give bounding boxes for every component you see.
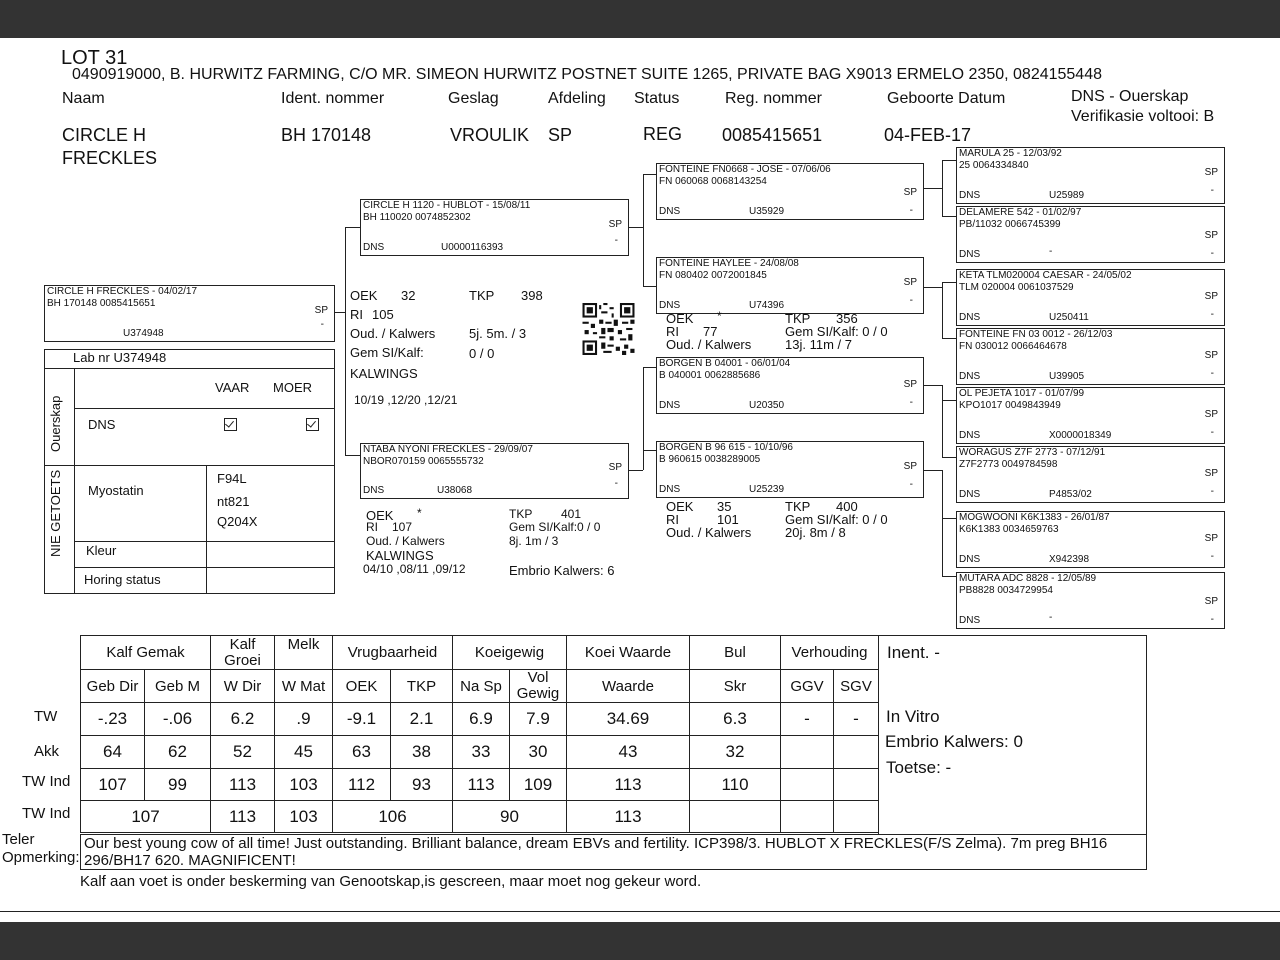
gp2-ri-value: 101 [717,512,739,527]
ggp-dns: DNS [959,249,981,260]
dns-label: DNS [88,417,116,432]
ggp-code: X0000018349 [1049,430,1112,441]
group-kalf-gemak: Kalf Gemak [81,636,211,670]
sub-header: TKP [391,670,453,703]
sire-dns: DNS [363,242,385,253]
animal-naam-2: FRECKLES [62,148,158,168]
connector [643,174,644,286]
akk-cell: 43 [567,736,690,769]
ouerskap-label: Ouerskap [48,395,63,452]
akk-cell [834,736,879,769]
great-grandparent-box [956,387,1225,444]
connector [942,470,943,576]
header-reg: Reg. nommer [725,90,822,107]
ggp-dash: - [1210,614,1214,625]
divider [74,567,335,568]
gp2-oek-value: 35 [717,499,732,514]
ggp-dns: DNS [959,190,981,201]
group-verhouding: Verhouding [781,636,879,670]
ebv-table [80,635,879,833]
animal-reg: 0085415651 [722,125,823,145]
divider [74,408,335,409]
ggp-dash: - [1210,248,1214,259]
gp1-tkp-value: 356 [836,311,858,326]
animal-status: REG [643,124,683,144]
divider [206,465,207,594]
great-grandparent-box [956,328,1225,385]
group-bul: Bul [690,636,781,670]
animal-geslag: VROULIK [450,125,530,145]
ggp-code: - [1049,246,1053,257]
twind2-cell: 90 [453,801,567,833]
sub-header: Vol Gewig [510,670,567,703]
connector [345,227,360,228]
gp2-oek-label: OEK [666,499,694,514]
sub-header: W Mat [275,670,333,703]
group-vrugbaarheid: Vrugbaarheid [333,636,453,670]
gp2-tkp-label: TKP [785,499,811,514]
gp-dns: DNS [659,484,681,495]
ggp-id: PB8828 0034729954 [959,585,1053,596]
dam-box [360,443,629,499]
group-koeigewig: Koeigewig [453,636,567,670]
lot-number: LOT 31 [61,47,128,69]
ggp-sp: SP [1204,230,1218,241]
ggp-sp: SP [1204,533,1218,544]
ggp-sp: SP [1204,409,1218,420]
opmerking-label: Opmerking: [2,849,80,866]
group-koei-waarde: Koei Waarde [567,636,690,670]
sub-header: Geb M [145,670,211,703]
ggp-dash: - [1210,368,1214,379]
animal-afdeling: SP [548,125,573,145]
ggp-dns: DNS [959,554,981,565]
connector [942,457,956,458]
header-geslag: Geslag [448,90,499,107]
subject-code: U374948 [123,328,164,339]
ggp-id: TLM 020004 0061037529 [959,282,1074,293]
sub-header: W Dir [211,670,275,703]
moer-header: MOER [273,380,312,395]
sub-header: SGV [834,670,879,703]
kleur-label: Kleur [86,543,117,558]
tw-cell: -9.1 [333,703,391,736]
gp-dns: DNS [659,206,681,217]
dam-dash: - [614,478,618,489]
gp1-gem: Gem SI/Kalf: 0 / 0 [785,324,888,339]
divider [74,541,335,542]
dam-id: NBOR070159 0065555732 [363,456,484,467]
myostatin-nt821: nt821 [217,494,250,509]
row-label-twind: TW Ind [22,773,71,790]
lab-number: Lab nr U374948 [73,350,167,365]
divider [74,368,75,594]
ggp-id: K6K1383 0034659763 [959,524,1059,535]
ggp-dns: DNS [959,371,981,382]
great-grandparent-box [956,147,1225,204]
akk-cell: 63 [333,736,391,769]
ggp-dns: DNS [959,312,981,323]
tw-cell: 7.9 [510,703,567,736]
ggp-id: 25 0064334840 [959,160,1029,171]
connector [942,518,956,519]
great-grandparent-box [956,446,1225,503]
gp-code: U74396 [749,300,785,311]
ggp-title: MUTARA ADC 8828 - 12/05/89 [959,573,1097,584]
grandparent-box [656,257,924,314]
twind2-cell: 103 [275,801,333,833]
ggp-id: Z7F2773 0049784598 [959,459,1058,470]
twind-cell [834,769,879,801]
sire-oek-label: OEK [350,288,378,303]
gp2-ri-label: RI [666,512,679,527]
tw-cell: -.06 [145,703,211,736]
animal-ident: BH 170148 [281,125,372,145]
myostatin-label: Myostatin [88,483,144,498]
toetse-label: Toetse: - [886,758,952,777]
dam-ri-label: RI [366,520,378,534]
akk-cell: 30 [510,736,567,769]
twind2-cell: 113 [211,801,275,833]
great-grandparent-box [956,269,1225,326]
akk-cell [781,736,834,769]
remarks-text: Our best young cow of all time! Just outstanding. Brilliant balance, dream EBVs and fertility. ICP398/3. HUBLOT X FRECKLES(F/S Zelma). 7m preg BH16 296/BH17 620. MAGNIFICENT! [84,835,1108,869]
connector [629,470,643,471]
twind-cell: 107 [81,769,145,801]
sub-header: Waarde [567,670,690,703]
dam-title: NTABA NYONI FRECKLES - 29/09/07 [363,444,533,455]
connector [924,470,942,471]
grandparent-box [656,163,924,220]
gp1-ri-label: RI [666,324,679,339]
gp-dash: - [909,205,913,216]
header-ident: Ident. nommer [281,90,385,107]
gp-id: B 960615 0038289005 [659,454,761,465]
gp-dns: DNS [659,300,681,311]
myostatin-q204x: Q204X [217,514,258,529]
gp-title: FONTEINE FN0668 - JOSE - 07/06/06 [659,164,831,175]
gp-title: FONTEINE HAYLEE - 24/08/08 [659,258,799,269]
owner-line: 0490919000, B. HURWITZ FARMING, C/O MR. SIMEON HURWITZ POSTNET SUITE 1265, PRIVATE BAG X9013 ERMELO 2350, 0824155448 [72,66,1102,83]
myostatin-f94l: F94L [217,471,247,486]
qr-code-icon [582,303,635,355]
twind-cell: 113 [211,769,275,801]
sub-header: Skr [690,670,781,703]
connector [942,282,943,338]
header-afdeling: Afdeling [548,90,606,107]
gp-dash: - [909,479,913,490]
subject-sp: SP [314,305,328,316]
twind-cell: 110 [690,769,781,801]
vaar-header: VAAR [215,380,250,395]
connector [629,227,643,228]
footer-note: Kalf aan voet is onder beskerming van Genootskap,is gescreen, maar moet nog gekeur word. [80,873,702,890]
header-dns: DNS - Ouerskap [1071,88,1189,105]
grandparent-box [656,441,924,498]
ggp-title: FONTEINE FN 03 0012 - 26/12/03 [959,329,1113,340]
akk-cell: 38 [391,736,453,769]
ggp-dash: - [1210,427,1214,438]
gp-title: BORGEN B 04001 - 06/01/04 [659,358,791,369]
gp-id: FN 080402 0072001845 [659,270,767,281]
twind-cell: 113 [567,769,690,801]
grandparent-box [656,357,924,414]
sire-oud-label: Oud. / Kalwers [350,326,436,341]
in-vitro-label: In Vitro [886,707,940,726]
akk-cell: 52 [211,736,275,769]
top-bar [0,0,1280,38]
dam-oek-value: * [417,506,422,520]
sire-dash: - [614,235,618,246]
sire-box [360,199,629,256]
connector [643,367,656,368]
connector [643,286,656,287]
row-label-akk: Akk [34,743,60,760]
sub-header: OEK [333,670,391,703]
gp-title: BORGEN B 96 615 - 10/10/96 [659,442,793,453]
nie-getoets-label: NIE GETOETS [48,469,63,557]
connector [643,450,644,470]
row-label-twind-2: TW Ind [22,805,71,822]
sire-ri-value: 105 [372,307,394,322]
ggp-code: - [1049,612,1053,623]
animal-geboorte: 04-FEB-17 [884,125,972,145]
embrio-kalwers-label: Embrio Kalwers: 0 [885,732,1023,751]
tw-cell: -.23 [81,703,145,736]
gp1-oek-label: OEK [666,311,694,326]
divider [44,465,335,466]
sire-title: CIRCLE H 1120 - HUBLOT - 15/08/11 [363,200,531,211]
group-melk: Melk [275,636,333,670]
connector [942,282,956,283]
connector [335,312,345,313]
animal-naam-1: CIRCLE H [62,125,147,145]
gp-sp: SP [903,461,917,472]
akk-cell: 33 [453,736,510,769]
tw-cell: 2.1 [391,703,453,736]
header-geboorte: Geboorte Datum [887,90,1006,107]
ggp-title: DELAMERE 542 - 01/02/97 [959,207,1082,218]
connector [924,287,942,288]
connector [942,216,956,217]
dam-sp: SP [608,462,622,473]
twind2-cell [781,801,834,833]
ggp-title: OL PEJETA 1017 - 01/07/99 [959,388,1085,399]
twind2-cell: 106 [333,801,453,833]
teler-label: Teler [2,831,35,848]
sire-code: U0000116393 [441,242,504,253]
gp2-tkp-value: 400 [836,499,858,514]
inent-label: Inent. - [887,643,940,662]
row-label-tw: TW [34,708,58,725]
dam-kalwings-label: KALWINGS [366,548,434,563]
tw-cell: - [781,703,834,736]
divider [44,368,335,369]
ggp-title: MARULA 25 - 12/03/92 [959,148,1062,159]
gp-code: U25239 [749,484,785,495]
sire-oud-value: 5j. 5m. / 3 [469,326,527,341]
ggp-sp: SP [1204,468,1218,479]
twind-cell: 93 [391,769,453,801]
ggp-id: FN 030012 0066464678 [959,341,1067,352]
bottom-bar [0,922,1280,960]
ggp-dns: DNS [959,489,981,500]
gp1-ri-value: 77 [703,324,718,339]
gp-sp: SP [903,277,917,288]
ggp-code: U39905 [1049,371,1085,382]
twind2-cell [834,801,879,833]
gp-sp: SP [903,379,917,390]
connector [942,385,943,457]
dam-kalwings-value: 04/10 ,08/11 ,09/12 [363,562,466,576]
header-naam: Naam [62,90,105,107]
great-grandparent-box [956,572,1225,629]
gp1-oud-value: 13j. 11m / 7 [785,337,852,352]
sub-header: Geb Dir [81,670,145,703]
akk-cell: 45 [275,736,333,769]
great-grandparent-box [956,206,1225,263]
tw-cell: 6.3 [690,703,781,736]
ggp-code: U250411 [1049,312,1089,323]
header-status: Status [634,90,680,107]
connector [942,160,943,216]
tw-cell: 34.69 [567,703,690,736]
ggp-code: U25989 [1049,190,1085,201]
twind-cell: 113 [453,769,510,801]
great-grandparent-box [956,511,1225,568]
twind-cell: 112 [333,769,391,801]
ggp-dash: - [1210,486,1214,497]
ggp-sp: SP [1204,167,1218,178]
gp-dash: - [909,295,913,306]
dam-oek-label: OEK [366,508,394,523]
subject-title: CIRCLE H FRECKLES - 04/02/17 [47,286,198,297]
gp-sp: SP [903,187,917,198]
gp-code: U35929 [749,206,785,217]
dam-tkp-value: 401 [561,507,582,521]
sire-tkp-label: TKP [469,288,495,303]
sire-gem-label: Gem SI/Kalf: [350,345,424,360]
twind2-cell [690,801,781,833]
connector [924,188,942,189]
gp1-oek-value: * [717,309,722,323]
dam-ri-value: 107 [392,520,413,534]
subject-dash: - [320,319,324,330]
sire-ri-label: RI [350,307,363,322]
gp2-oud-value: 20j. 8m / 8 [785,525,846,540]
sire-sp: SP [608,219,622,230]
connector [942,338,956,339]
akk-cell: 32 [690,736,781,769]
twind-cell: 99 [145,769,211,801]
dam-tkp-label: TKP [509,507,533,521]
tw-cell: 6.9 [453,703,510,736]
ggp-dns: DNS [959,615,981,626]
akk-cell: 64 [81,736,145,769]
sub-header: GGV [781,670,834,703]
tw-cell: - [834,703,879,736]
akk-cell: 62 [145,736,211,769]
ggp-code: X942398 [1049,554,1090,565]
sire-kalwings-label: KALWINGS [350,366,418,381]
dam-dns: DNS [363,485,385,496]
group-kalf-groei: Kalf Groei [211,636,275,670]
ggp-dns: DNS [959,430,981,441]
dam-gem: Gem SI/Kalf:0 / 0 [509,520,601,534]
header-verif: Verifikasie voltooi: B [1071,108,1215,125]
ggp-title: KETA TLM020004 CAESAR - 24/05/02 [959,270,1132,281]
subject-pedigree-box [44,285,335,342]
connector [924,385,942,386]
ggp-title: MOGWOONI K6K1383 - 26/01/87 [959,512,1110,523]
gp-code: U20350 [749,400,785,411]
ggp-id: PB/11032 0066745399 [959,219,1061,230]
connector [942,576,956,577]
connector [942,400,956,401]
dam-oud-label: Oud. / Kalwers [366,534,445,548]
ggp-sp: SP [1204,350,1218,361]
ggp-id: KPO1017 0049843949 [959,400,1061,411]
gp1-oud-label: Oud. / Kalwers [666,337,752,352]
sire-id: BH 110020 0074852302 [363,212,471,223]
twind-cell: 109 [510,769,567,801]
dam-code: U38068 [437,485,473,496]
dam-oud-value: 8j. 1m / 3 [509,534,559,548]
dam-embrio: Embrio Kalwers: 6 [509,563,615,578]
sire-oek-value: 32 [401,288,416,303]
ggp-title: WORAGUS Z7F 2773 - 07/12/91 [959,447,1106,458]
sire-kalwings-value: 10/19 ,12/20 ,12/21 [354,393,458,407]
tw-cell: 6.2 [211,703,275,736]
moer-checkbox-icon [306,418,319,431]
twind-cell: 103 [275,769,333,801]
ggp-code: P4853/02 [1049,489,1092,500]
connector [345,455,360,456]
ggp-sp: SP [1204,596,1218,607]
sire-gem-value: 0 / 0 [469,346,495,361]
twind-cell [781,769,834,801]
ggp-dash: - [1210,185,1214,196]
divider [0,911,1280,912]
subject-id: BH 170148 0085415651 [47,298,156,309]
horing-label: Horing status [84,572,161,587]
twind2-cell: 113 [567,801,690,833]
ggp-dash: - [1210,551,1214,562]
remarks-box [80,834,1147,870]
sub-header: Na Sp [453,670,510,703]
gp-id: FN 060068 0068143254 [659,176,767,187]
connector [643,174,656,175]
gp-dns: DNS [659,400,681,411]
vaar-checkbox-icon [224,418,237,431]
ggp-sp: SP [1204,291,1218,302]
gp2-gem: Gem SI/Kalf: 0 / 0 [785,512,888,527]
sire-tkp-value: 398 [521,288,543,303]
gp-dash: - [909,397,913,408]
gp-id: B 040001 0062885686 [659,370,761,381]
connector [643,450,656,451]
connector [942,160,956,161]
twind2-cell: 107 [81,801,211,833]
gp1-tkp-label: TKP [785,311,811,326]
gp2-oud-label: Oud. / Kalwers [666,525,752,540]
ggp-dash: - [1210,309,1214,320]
connector [345,227,346,455]
tw-cell: .9 [275,703,333,736]
